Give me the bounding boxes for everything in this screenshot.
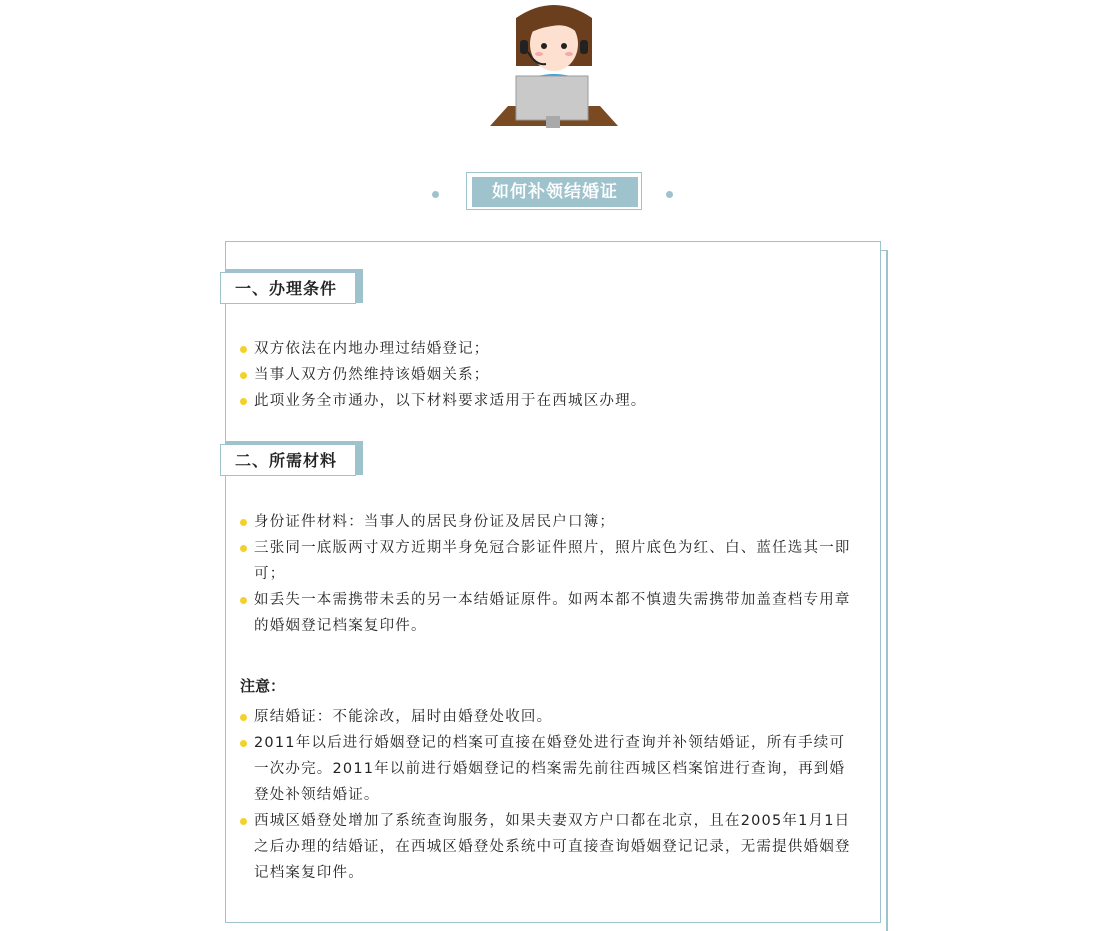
bullet-dot — [240, 545, 247, 552]
list-item: 身份证件材料：当事人的居民身份证及居民户口簿； — [240, 509, 860, 535]
bullet-dot — [240, 818, 247, 825]
list-item: 双方依法在内地办理过结婚登记； — [240, 336, 860, 362]
bullet-dot — [240, 740, 247, 747]
note-label: 注意： — [240, 677, 286, 695]
section-title: 二、所需材料 — [220, 444, 356, 476]
title-right-dot — [666, 191, 673, 198]
list-item: 三张同一底版两寸双方近期半身免冠合影证件照片，照片底色为红、白、蓝任选其一即可； — [240, 535, 860, 587]
bullet-dot — [240, 398, 247, 405]
list-item: 此项业务全市通办，以下材料要求适用于在西城区办理。 — [240, 388, 860, 414]
title-frame — [466, 172, 642, 210]
list-item: 如丢失一本需携带未丢的另一本结婚证原件。如两本都不慎遗失需携带加盖查档专用章的婚姻登记档案复印件。 — [240, 587, 860, 639]
title-left-dot — [432, 191, 439, 198]
bullet-dot — [240, 597, 247, 604]
section-title: 一、办理条件 — [220, 272, 356, 304]
customer-service-illustration — [486, 4, 622, 130]
title-banner — [0, 172, 1104, 214]
list-item: 原结婚证：不能涂改，届时由婚登处收回。 — [240, 704, 860, 730]
conditions-list — [240, 336, 860, 414]
bullet-dot — [240, 714, 247, 721]
list-item: 西城区婚登处增加了系统查询服务，如果夫妻双方户口都在北京，且在2005年1月1日之后办理的结婚证，在西城区婚登处系统中可直接查询婚姻登记记录，无需提供婚姻登记档案复印件。 — [240, 808, 860, 886]
list-item: 当事人双方仍然维持该婚姻关系； — [240, 362, 860, 388]
section-heading-conditions — [220, 269, 362, 303]
bullet-dot — [240, 346, 247, 353]
bullet-dot — [240, 519, 247, 526]
bullet-dot — [240, 372, 247, 379]
materials-list — [240, 509, 860, 639]
note-list — [240, 704, 860, 886]
content-card — [225, 241, 881, 923]
section-heading-materials — [220, 441, 362, 475]
page-title: 如何补领结婚证 — [472, 177, 638, 207]
list-item: 2011年以后进行婚姻登记的档案可直接在婚登处进行查询并补领结婚证，所有手续可一次办完。2011年以前进行婚姻登记的档案需先前往西城区档案馆进行查询，再到婚登处补领结婚证。 — [240, 730, 860, 808]
